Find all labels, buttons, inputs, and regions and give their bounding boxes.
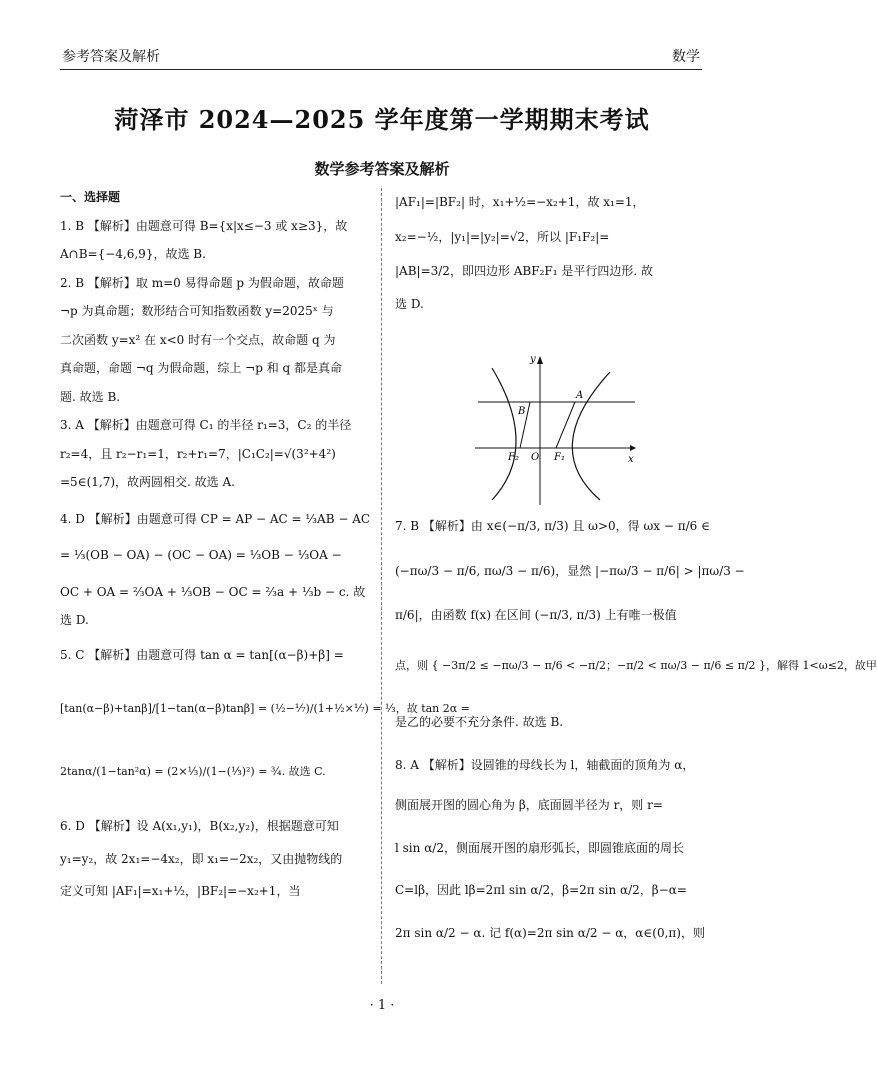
answer-line: 侧面展开图的圆心角为 β，底面圆半径为 r，则 r= <box>395 798 663 812</box>
answer-line: r₂=4，且 r₂−r₁=1，r₂+r₁=7，|C₁C₂|=√(3²+4²) <box>60 446 336 461</box>
header-left: 参考答案及解析 <box>62 49 160 65</box>
label-y: y <box>530 354 536 365</box>
answer-line: 2π sin α/2 − α. 记 f(α)=2π sin α/2 − α，α∈(0,π)，则 <box>395 925 705 940</box>
left-parabola <box>492 368 516 500</box>
answer-line: 真命题，命题 ¬q 为假命题，综上 ¬p 和 q 都是真命 <box>60 361 343 375</box>
page-subtitle: 数学参考答案及解析 <box>314 160 450 178</box>
left-column <box>60 183 470 906</box>
right-column <box>395 188 707 318</box>
answer-line: 选 D. <box>60 613 89 627</box>
answer-line: y₁=y₂，故 2x₁=−4x₂，即 x₁=−2x₂，又由抛物线的 <box>60 851 343 866</box>
header-divider <box>60 69 702 70</box>
answer-line: [tan(α−β)+tanβ]/[1−tan(α−β)tanβ] = (½−⅐)/(1+½×⅐) = ⅓，故 tan 2α = <box>60 702 470 715</box>
answer-line: π/6|，由函数 f(x) 在区间 (−π/3, π/3) 上有唯一极值 <box>395 608 677 622</box>
label-x: x <box>628 454 634 465</box>
answer-line: 3. A 【解析】由题意可得 C₁ 的半径 r₁=3，C₂ 的半径 <box>60 418 352 432</box>
answer-line: 6. D 【解析】设 A(x₁,y₁)，B(x₂,y₂)，根据题意可知 <box>60 819 339 833</box>
label-b: B <box>518 406 526 417</box>
answer-line: (−πω/3 − π/6, πω/3 − π/6)，显然 |−πω/3 − π/6| > |πω/3 − <box>395 563 745 578</box>
answer-line: =5∈(1,7)，故两圆相交. 故选 A. <box>60 475 235 489</box>
answer-line: 定义可知 |AF₁|=x₁+½，|BF₂|=−x₂+1，当 <box>60 884 301 898</box>
label-a: A <box>576 390 584 401</box>
answer-line: 5. C 【解析】由题意可得 tan α = tan[(α−β)+β] = <box>60 647 344 662</box>
parabola-figure <box>470 350 640 510</box>
answer-line: 7. B 【解析】由 x∈(−π/3, π/3) 且 ω>0，得 ωx − π/6 ∈ <box>395 519 710 533</box>
label-o: O <box>531 452 540 463</box>
answer-line: 2tanα/(1−tan²α) = (2×⅓)/(1−(⅓)²) = ¾. 故选 C. <box>60 764 326 778</box>
answer-line: 2. B 【解析】取 m=0 易得命题 p 为假命题，故命题 <box>60 275 344 290</box>
header-right: 数学 <box>672 49 700 65</box>
answer-line: 4. D 【解析】由题意可得 CP = AP − AC = ⅓AB − AC <box>60 511 371 526</box>
answer-line: 点，则 { −3π/2 ≤ −πω/3 − π/6 < −π/2；−π/2 < πω/3 − π/6 ≤ π/2 }，解得 1<ω≤2，故甲 <box>395 658 877 672</box>
answer-line: 是乙的必要不充分条件. 故选 B. <box>395 715 564 729</box>
answer-line: 选 D. <box>395 296 424 311</box>
answer-line: OC + OA = ⅔OA + ⅓OB − OC = ⅔a + ⅓b − c. 故 <box>60 584 366 599</box>
answer-line: 题. 故选 B. <box>60 389 121 404</box>
answer-line: = ⅓(OB − OA) − (OC − OA) = ⅓OB − ⅓OA − <box>60 548 342 562</box>
column-divider <box>381 188 382 984</box>
answer-line: |AF₁|=|BF₂| 时，x₁+½=−x₂+1，故 x₁=1， <box>395 195 645 209</box>
label-f1: F₁ <box>554 452 565 463</box>
page-title: 菏泽市 2024—2025 学年度第一学期期末考试 <box>114 105 650 134</box>
label-f2: F₂ <box>508 452 519 463</box>
answer-line: |AB|=3/2，即四边形 ABF₂F₁ 是平行四边形. 故 <box>395 264 653 278</box>
section-heading: 一、选择题 <box>60 190 121 204</box>
answer-line: 1. B 【解析】由题意可得 B={x|x≤−3 或 x≥3}，故 <box>60 218 348 233</box>
answer-line: x₂=−½，|y₁|=|y₂|=√2，所以 |F₁F₂|= <box>395 229 610 244</box>
x-axis-arrow <box>630 445 636 451</box>
answer-line: l sin α/2，侧面展开图的扇形弧长，即圆锥底面的周长 <box>395 840 684 855</box>
answer-line: 8. A 【解析】设圆锥的母线长为 l，轴截面的顶角为 α， <box>395 757 695 772</box>
y-axis-arrow <box>537 356 543 364</box>
page-number: · 1 · <box>369 998 395 1013</box>
answer-line: ¬p 为真命题；数形结合可知指数函数 y=2025ˣ 与 <box>60 304 334 318</box>
answer-line: C=lβ，因此 lβ=2πl sin α/2，β=2π sin α/2，β−α= <box>395 883 687 897</box>
right-column-lower <box>395 512 877 947</box>
answer-line: A∩B={−4,6,9}，故选 B. <box>60 247 206 261</box>
answer-line: 二次函数 y=x² 在 x<0 时有一个交点，故命题 q 为 <box>60 332 336 347</box>
